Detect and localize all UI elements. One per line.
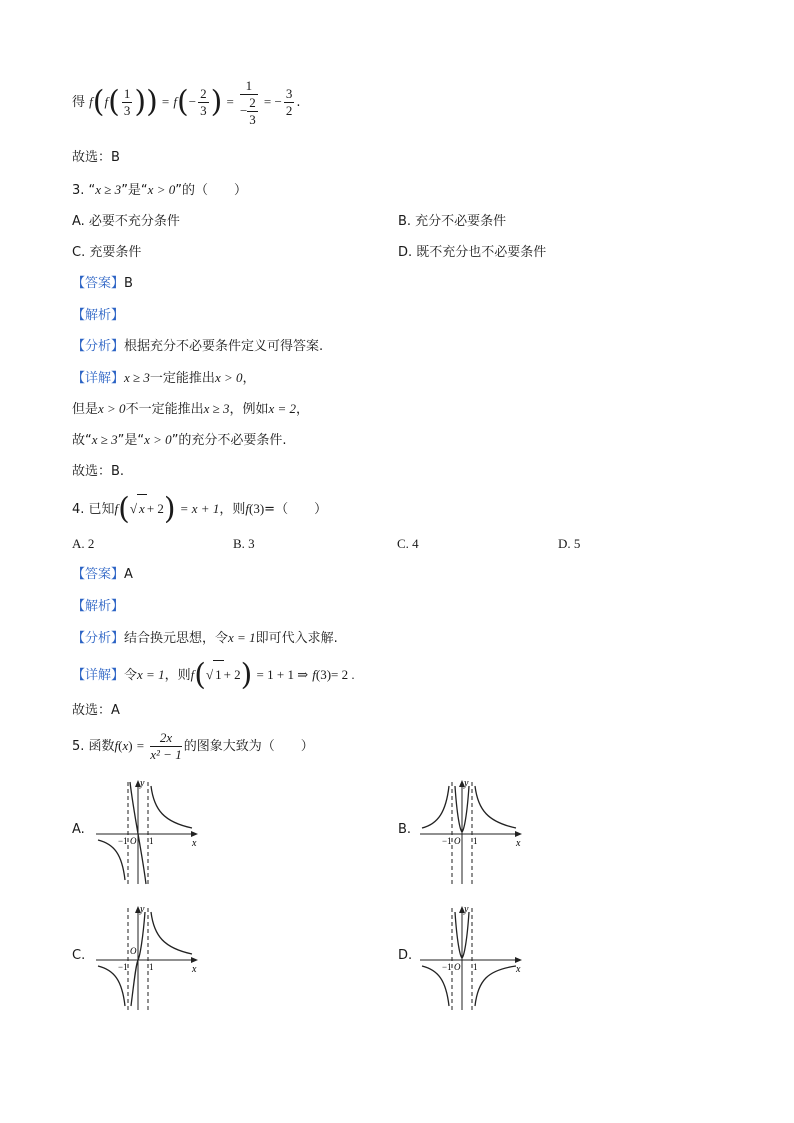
q4-stem: 4. 已知f(√ x + 2) = x + 1，则f(3)=（ ）	[72, 491, 328, 527]
q5-option-a: A.	[72, 822, 85, 837]
axis-x-label: x	[516, 838, 521, 849]
tick-pos1: 1	[473, 962, 478, 972]
q5-option-d: D.	[398, 948, 413, 963]
q4-detail: 【详解】令x = 1，则f(√ 1 + 2) = 1 + 1 ⇒ f(3)= 2 .	[72, 657, 355, 693]
q4-option-a: A. 2	[72, 536, 95, 551]
q3-option-d: D. 既不充分也不必要条件	[398, 245, 547, 260]
fraction: $\frac{3}{2}$	[285, 86, 293, 118]
axis-y-label: y	[140, 904, 145, 915]
q3-detail-2: 但是x > 0不一定能推出x ≥ 3，例如x = 2，	[72, 401, 310, 417]
tick-pos1: 1	[149, 962, 154, 972]
q3-detail-3: 故“x ≥ 3”是“x > 0”的充分不必要条件.	[72, 432, 287, 448]
q3-analysis-tag: 【解析】	[72, 308, 125, 323]
tick-neg1: −1	[442, 836, 452, 846]
axis-origin-label: O	[130, 836, 137, 846]
tick-pos1: 1	[149, 836, 154, 846]
q5-option-b: B.	[398, 822, 412, 837]
axis-y-label: y	[464, 778, 469, 789]
math-f: f	[173, 94, 178, 109]
fraction: $\frac{2}{3}$	[200, 86, 207, 118]
q4-option-d: D. 5	[558, 536, 581, 551]
text: 得	[72, 95, 86, 110]
compound-fraction: 1 − $\frac{2}{3}$	[239, 77, 256, 127]
q3-option-a: A. 必要不充分条件	[72, 214, 180, 229]
axis-origin-label: O	[454, 962, 461, 972]
fraction: $\frac{2x}{\text{x² − 1}}$	[150, 730, 182, 762]
q3-answer: 【答案】B	[72, 276, 133, 291]
q2-result-line: 得 f(f( $\frac{1}{3}$ )) = f(− $\frac{2}{3}$ ) = 1 − $\frac{2}{3}$ = − $\frac{3}{2}$ .	[72, 77, 301, 127]
q4-fenxi: 【分析】结合换元思想，令x = 1即可代入求解.	[72, 630, 338, 646]
q5-stem: 5. 函数f(x) = $\frac{2x}{\text{x² − 1}}$ 的图象大致为（ ）	[72, 730, 314, 762]
tick-pos1: 1	[473, 836, 478, 846]
q3-stem: 3. “x ≥ 3”是“x > 0”的（ ）	[72, 182, 247, 198]
q5-option-c: C.	[72, 948, 86, 963]
graph-b	[418, 776, 528, 886]
tick-neg1: −1	[442, 962, 452, 972]
equals: =	[161, 94, 170, 109]
q3-option-c: C. 充要条件	[72, 245, 142, 260]
q4-final: 故选：A	[72, 703, 120, 718]
axis-origin-label: O	[454, 836, 461, 846]
equals: =	[226, 94, 234, 109]
axis-origin-label: O	[130, 946, 137, 956]
tick-neg1: −1	[118, 836, 128, 846]
q2-answer: 故选：B	[72, 150, 120, 165]
math-f: f	[104, 94, 109, 109]
q4-analysis-tag: 【解析】	[72, 599, 125, 614]
q3-option-b: B. 充分不必要条件	[398, 214, 507, 229]
q4-option-c: C. 4	[397, 536, 419, 551]
graph-c	[94, 902, 204, 1012]
axis-x-label: x	[192, 964, 197, 975]
axis-y-label: y	[140, 778, 145, 789]
q4-option-b: B. 3	[233, 536, 255, 551]
axis-x-label: x	[516, 964, 521, 975]
q3-fenxi: 【分析】根据充分不必要条件定义可得答案.	[72, 339, 324, 354]
axis-y-label: y	[464, 904, 469, 915]
tick-neg1: −1	[118, 962, 128, 972]
q3-detail-1: 【详解】x ≥ 3一定能推出x > 0，	[72, 370, 256, 386]
math-f: f	[89, 94, 93, 109]
graph-d	[418, 902, 528, 1012]
q4-answer: 【答案】A	[72, 567, 133, 582]
fraction: $\frac{1}{3}$	[123, 86, 131, 118]
axis-x-label: x	[192, 838, 197, 849]
graph-a	[94, 776, 204, 886]
q3-final: 故选：B.	[72, 464, 125, 479]
equals-minus: = −	[263, 94, 282, 109]
